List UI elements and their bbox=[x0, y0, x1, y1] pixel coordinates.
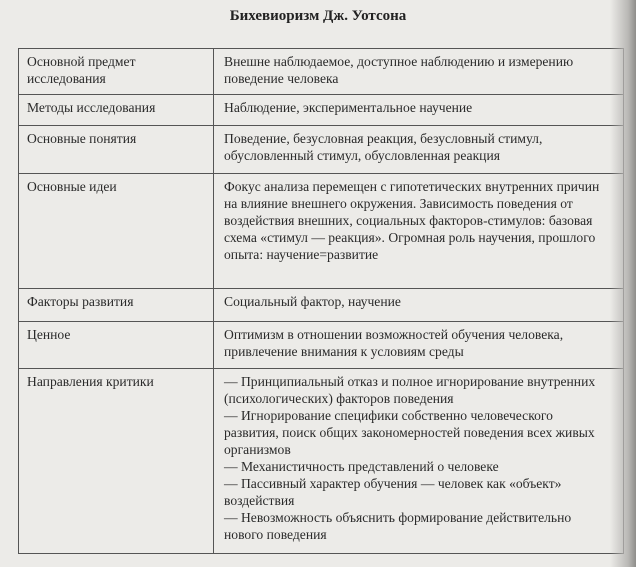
row-value: Внешне наблюдаемое, доступное наблюдению и измерению поведение человека bbox=[214, 49, 624, 95]
table-row bbox=[19, 95, 624, 126]
row-value-list bbox=[214, 369, 624, 554]
critique-item: — Пассивный характер обучения — человек как «объект» воздействия bbox=[224, 476, 562, 508]
table-row bbox=[19, 174, 624, 289]
behaviorism-table bbox=[18, 48, 624, 554]
row-key: Ценное bbox=[19, 322, 214, 369]
row-value: Социальный фактор, научение bbox=[214, 289, 624, 322]
table-row bbox=[19, 126, 624, 174]
row-key: Факторы развития bbox=[19, 289, 214, 322]
critique-item: — Механистичность представлений о человеке bbox=[224, 459, 499, 474]
row-value: Оптимизм в отношении возможностей обучения человека, привлечение внимания к условиям среды bbox=[214, 322, 624, 369]
row-value: Поведение, безусловная реакция, безусловный стимул, обусловленный стимул, обусловленная реакция bbox=[214, 126, 624, 174]
critique-item: — Невозможность объяснить формирование действительно нового поведения bbox=[224, 510, 572, 542]
critique-item: — Игнорирование специфики собственно человеческого развития, поиск общих закономерностей поведения всех живых организмов bbox=[224, 408, 595, 457]
row-key: Направления критики bbox=[19, 369, 214, 554]
row-key: Основные идеи bbox=[19, 174, 214, 289]
page-title: Бихевиоризм Дж. Уотсона bbox=[229, 8, 407, 24]
table-row bbox=[19, 49, 624, 95]
critique-item: — Принципиальный отказ и полное игнорирование внутренних (психологических) факторов поведения bbox=[224, 374, 596, 406]
row-value: Фокус анализа перемещен с гипотетических внутренних причин на влияние внешнего окружения. Зависимость поведения от воздействия внешних, социальных факторов-стимулов: базовая схема «стимул — реакция». Огромная роль научения, прошлого опыта: научение=развитие bbox=[214, 174, 624, 289]
page-fold-shadow bbox=[610, 0, 636, 567]
row-value: Наблюдение, экспериментальное научение bbox=[214, 95, 624, 126]
table-row bbox=[19, 289, 624, 322]
row-key: Основной предмет исследования bbox=[19, 49, 214, 95]
row-key: Основные понятия bbox=[19, 126, 214, 174]
table-row bbox=[19, 322, 624, 369]
row-key: Методы исследования bbox=[19, 95, 214, 126]
table-row bbox=[19, 369, 624, 554]
